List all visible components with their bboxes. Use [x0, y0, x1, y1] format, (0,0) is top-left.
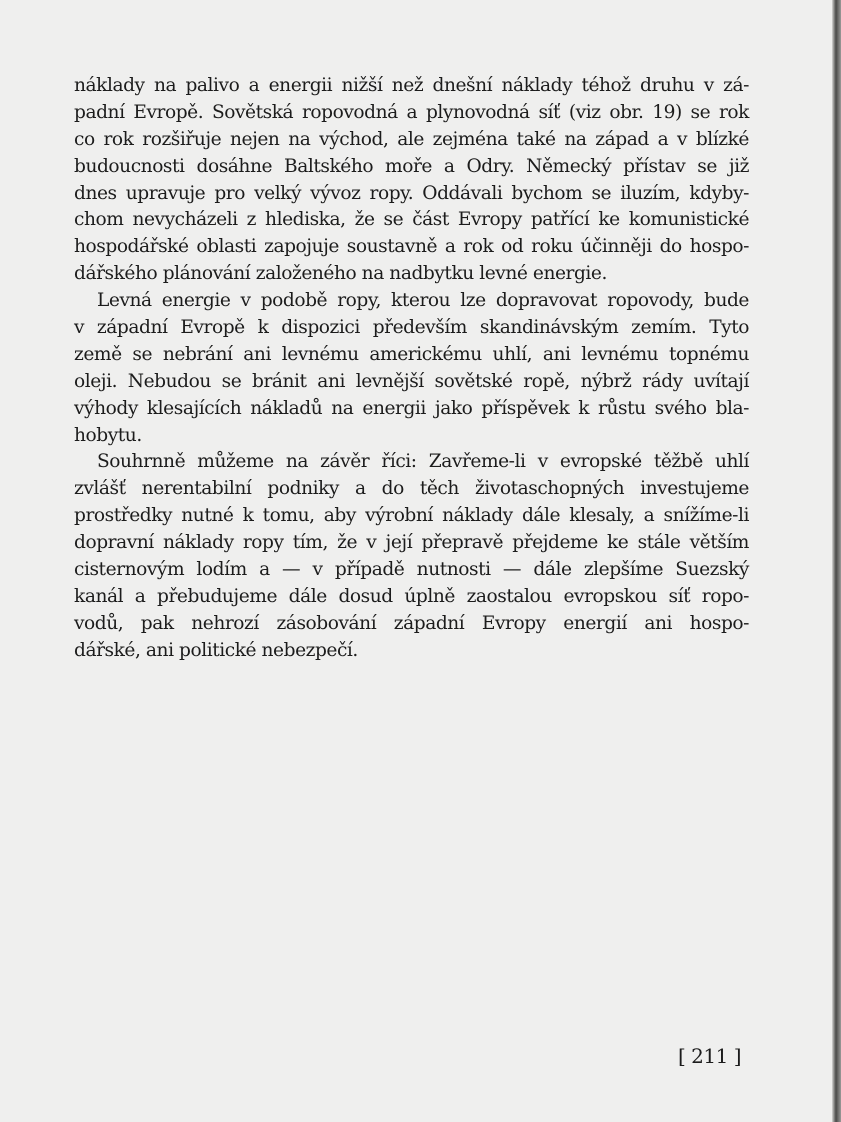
- text-line: dářské, ani politické nebezpečí.: [74, 639, 358, 661]
- text-line: vodů, pak nehrozí zásobování západní Evropy energií ani hospo-: [74, 612, 749, 634]
- text-line: chom nevycházeli z hlediska, že se část Evropy patřící ke komunistické: [74, 209, 749, 231]
- paragraph-3: [74, 449, 749, 664]
- text-line: cisternovým lodím a — v případě nutnosti — dále zlepšíme Suezský: [74, 559, 749, 581]
- text-line: hobytu.: [74, 424, 142, 446]
- text-line: země se nebrání ani levnému americkému uhlí, ani levnému topnému: [74, 343, 749, 365]
- text-line: hospodářské oblasti zapojuje soustavně a rok od roku účinněji do hospo-: [74, 236, 749, 258]
- paragraph-1: [74, 73, 749, 288]
- text-line: prostředky nutné k tomu, aby výrobní náklady dále klesaly, a snížíme-li: [74, 505, 749, 527]
- page-edge-shadow: [832, 0, 841, 1122]
- text-line: co rok rozšiřuje nejen na východ, ale zejména také na západ a v blízké: [74, 128, 749, 150]
- text-line: dnes upravuje pro velký vývoz ropy. Oddávali bychom se iluzím, kdyby-: [74, 182, 749, 204]
- text-line: Levná energie v podobě ropy, kterou lze dopravovat ropovody, bude: [97, 290, 749, 312]
- text-line: výhody klesajících nákladů na energii jako příspěvek k růstu svého bla-: [74, 397, 749, 419]
- text-line: padní Evropě. Sovětská ropovodná a plynovodná síť (viz obr. 19) se rok: [74, 101, 749, 123]
- text-line: Souhrnně můžeme na závěr říci: Zavřeme-li v evropské těžbě uhlí: [97, 451, 749, 473]
- text-line: dářského plánování založeného na nadbytku levné energie.: [74, 263, 607, 285]
- text-line: kanál a přebudujeme dále dosud úplně zaostalou evropskou síť ropo-: [74, 585, 749, 607]
- text-line: v západní Evropě k dispozici především skandinávským zemím. Tyto: [74, 317, 749, 339]
- paragraph-2: [74, 288, 749, 449]
- text-line: budoucnosti dosáhne Baltského moře a Odry. Německý přístav se již: [74, 155, 749, 177]
- text-line: oleji. Nebudou se bránit ani levnější sovětské ropě, nýbrž rády uvítají: [74, 370, 749, 392]
- text-line: dopravní náklady ropy tím, že v její přepravě přejdeme ke stále větším: [74, 532, 749, 554]
- text-line: náklady na palivo a energii nižší než dnešní náklady téhož druhu v zá-: [74, 75, 749, 96]
- body-text: [74, 73, 749, 665]
- page-number: [ 211 ]: [678, 1044, 741, 1068]
- text-line: zvlášť nerentabilní podniky a do těch životaschopných investujeme: [74, 478, 749, 500]
